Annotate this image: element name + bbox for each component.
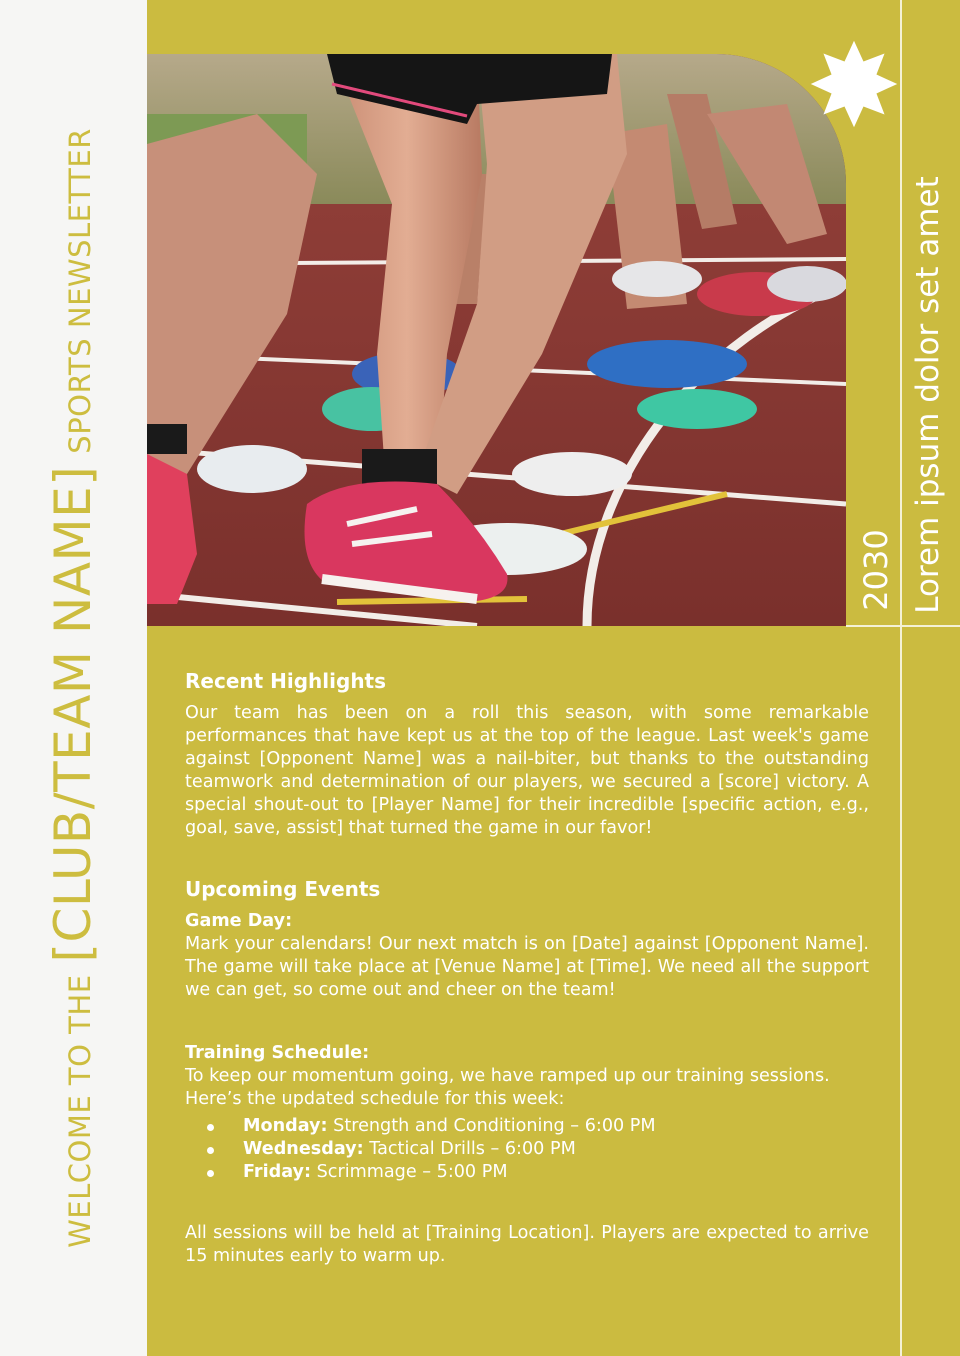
tagline: Lorem ipsum dolor set amet — [910, 176, 946, 614]
schedule-day: Friday: — [243, 1162, 312, 1182]
list-item — [243, 1115, 869, 1138]
schedule-list — [185, 1115, 869, 1184]
closing-text: All sessions will be held at [Training Location]. Players are expected to arrive 15 minutes early to warm up. — [185, 1223, 869, 1266]
newsletter-label: SPORTS NEWSLETTER — [63, 128, 97, 454]
list-item — [243, 1161, 869, 1184]
schedule-detail: Tactical Drills – 6:00 PM — [369, 1139, 576, 1159]
schedule-detail: Strength and Conditioning – 6:00 PM — [333, 1116, 656, 1136]
events-heading: Upcoming Events — [185, 877, 381, 901]
highlights-heading: Recent Highlights — [185, 669, 387, 693]
track-illustration — [147, 54, 846, 626]
newsletter-content — [185, 668, 869, 1268]
star-icon — [808, 38, 900, 130]
team-name: [CLUB/TEAM NAME] — [44, 465, 102, 963]
game-day-title: Game Day: — [185, 911, 293, 931]
game-day-body: Mark your calendars! Our next match is on [Date] against [Opponent Name]. The game will take place at [Venue Name] at [Time]. We need all the support we can get, so come out and cheer on the team! — [185, 934, 869, 1000]
schedule-day: Wednesday: — [243, 1139, 364, 1159]
running-track-photo — [147, 54, 846, 626]
horizontal-divider — [846, 625, 960, 627]
schedule-detail: Scrimmage – 5:00 PM — [316, 1162, 508, 1182]
year-label: 2030 — [857, 529, 895, 611]
training-title: Training Schedule: — [185, 1043, 370, 1063]
schedule-day: Monday: — [243, 1116, 328, 1136]
highlights-body: Our team has been on a roll this season, with some remarkable performances that have kept us at the top of the league. Last week's game against [Opponent Name] was a nail-biter, but thanks to the outstanding teamwork and determination of our players, we secured a [score] victory. A special shout-out to [Player Name] for their incredible [specific action, e.g., goal, save, assist] that turned the game in our favor! — [185, 703, 869, 838]
newsletter-vertical-title — [44, 128, 102, 1248]
welcome-text: WELCOME TO THE — [63, 974, 97, 1248]
list-item — [243, 1138, 869, 1161]
training-body: To keep our momentum going, we have ramped up our training sessions. Here’s the updated schedule for this week: — [185, 1066, 830, 1109]
vertical-divider — [900, 0, 902, 1356]
